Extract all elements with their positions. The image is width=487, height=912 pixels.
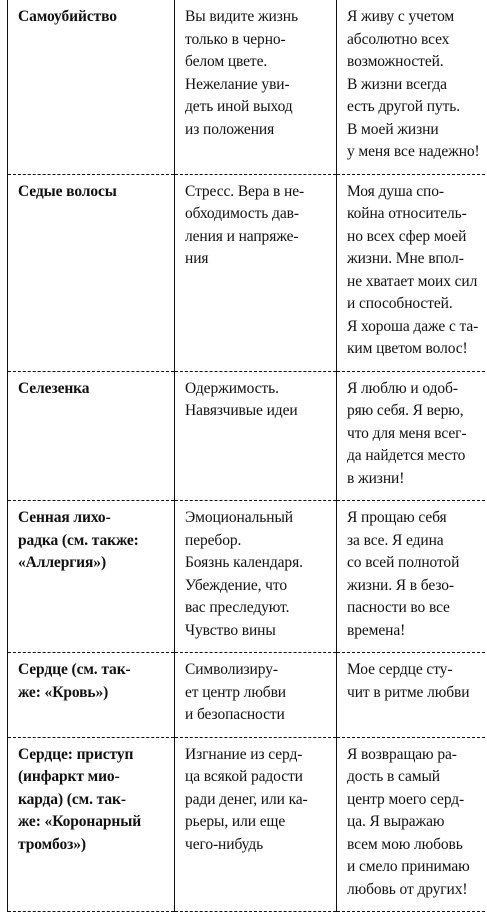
term-cell: Селезенка	[8, 371, 175, 501]
term-cell: Самоубийство	[8, 0, 175, 174]
table-row	[8, 501, 487, 653]
affirmation-cell: Я возвращаю ра- дость в самый центр моего серд- ца. Я выражаю всем мою любовь и смело принимаю любовь от других!	[337, 737, 487, 912]
affirmation-cell: Мое сердце сту- чит в ритме любви	[337, 653, 487, 738]
table-row	[8, 0, 487, 174]
table-row	[8, 371, 487, 501]
table-row	[8, 737, 487, 912]
term-cell: Седые волосы	[8, 174, 175, 371]
cause-cell: Изгнание из серд- ца всякой радости ради денег, или ка- рьеры, или еще чего-нибудь	[175, 737, 337, 912]
term-cell: Сенная лихо- радка (см. также: «Аллергия»)	[8, 501, 175, 653]
affirmation-cell: Я живу с учетом абсолютно всех возможностей. В жизни всегда есть другой путь. В моей жизни у меня все надежно!	[337, 0, 487, 174]
affirmation-cell: Я прощаю себя за все. Я едина со всей полнотой жизни. Я в безо- пасности во все времена!	[337, 501, 487, 653]
cause-cell: Вы видите жизнь только в черно- белом цвете. Нежелание уви- деть иной выход из положения	[175, 0, 337, 174]
table-row	[8, 653, 487, 738]
term-cell: Сердце (см. так- же: «Кровь»)	[8, 653, 175, 738]
cause-cell: Символизиру- ет центр любви и безопасности	[175, 653, 337, 738]
affirmation-cell: Я люблю и одоб- ряю себя. Я верю, что для меня всег- да найдется место в жизни!	[337, 371, 487, 501]
affirmation-cell: Моя душа спо- койна относитель- но всех сфер моей жизни. Мне впол- не хватает моих сил и способностей. Я хороша даже с та- ким цветом волос!	[337, 174, 487, 371]
cause-cell: Стресс. Вера в не- обходимость дав- ления и напряже- ния	[175, 174, 337, 371]
cause-cell: Эмоциональный перебор. Боязнь календаря. Убеждение, что вас преследуют. Чувство вины	[175, 501, 337, 653]
ailments-table	[7, 0, 487, 912]
table-row	[8, 174, 487, 371]
term-cell: Сердце: приступ (инфаркт мио- карда) (см. так- же: «Коронарный тромбоз»)	[8, 737, 175, 912]
cause-cell: Одержимость. Навязчивые идеи	[175, 371, 337, 501]
